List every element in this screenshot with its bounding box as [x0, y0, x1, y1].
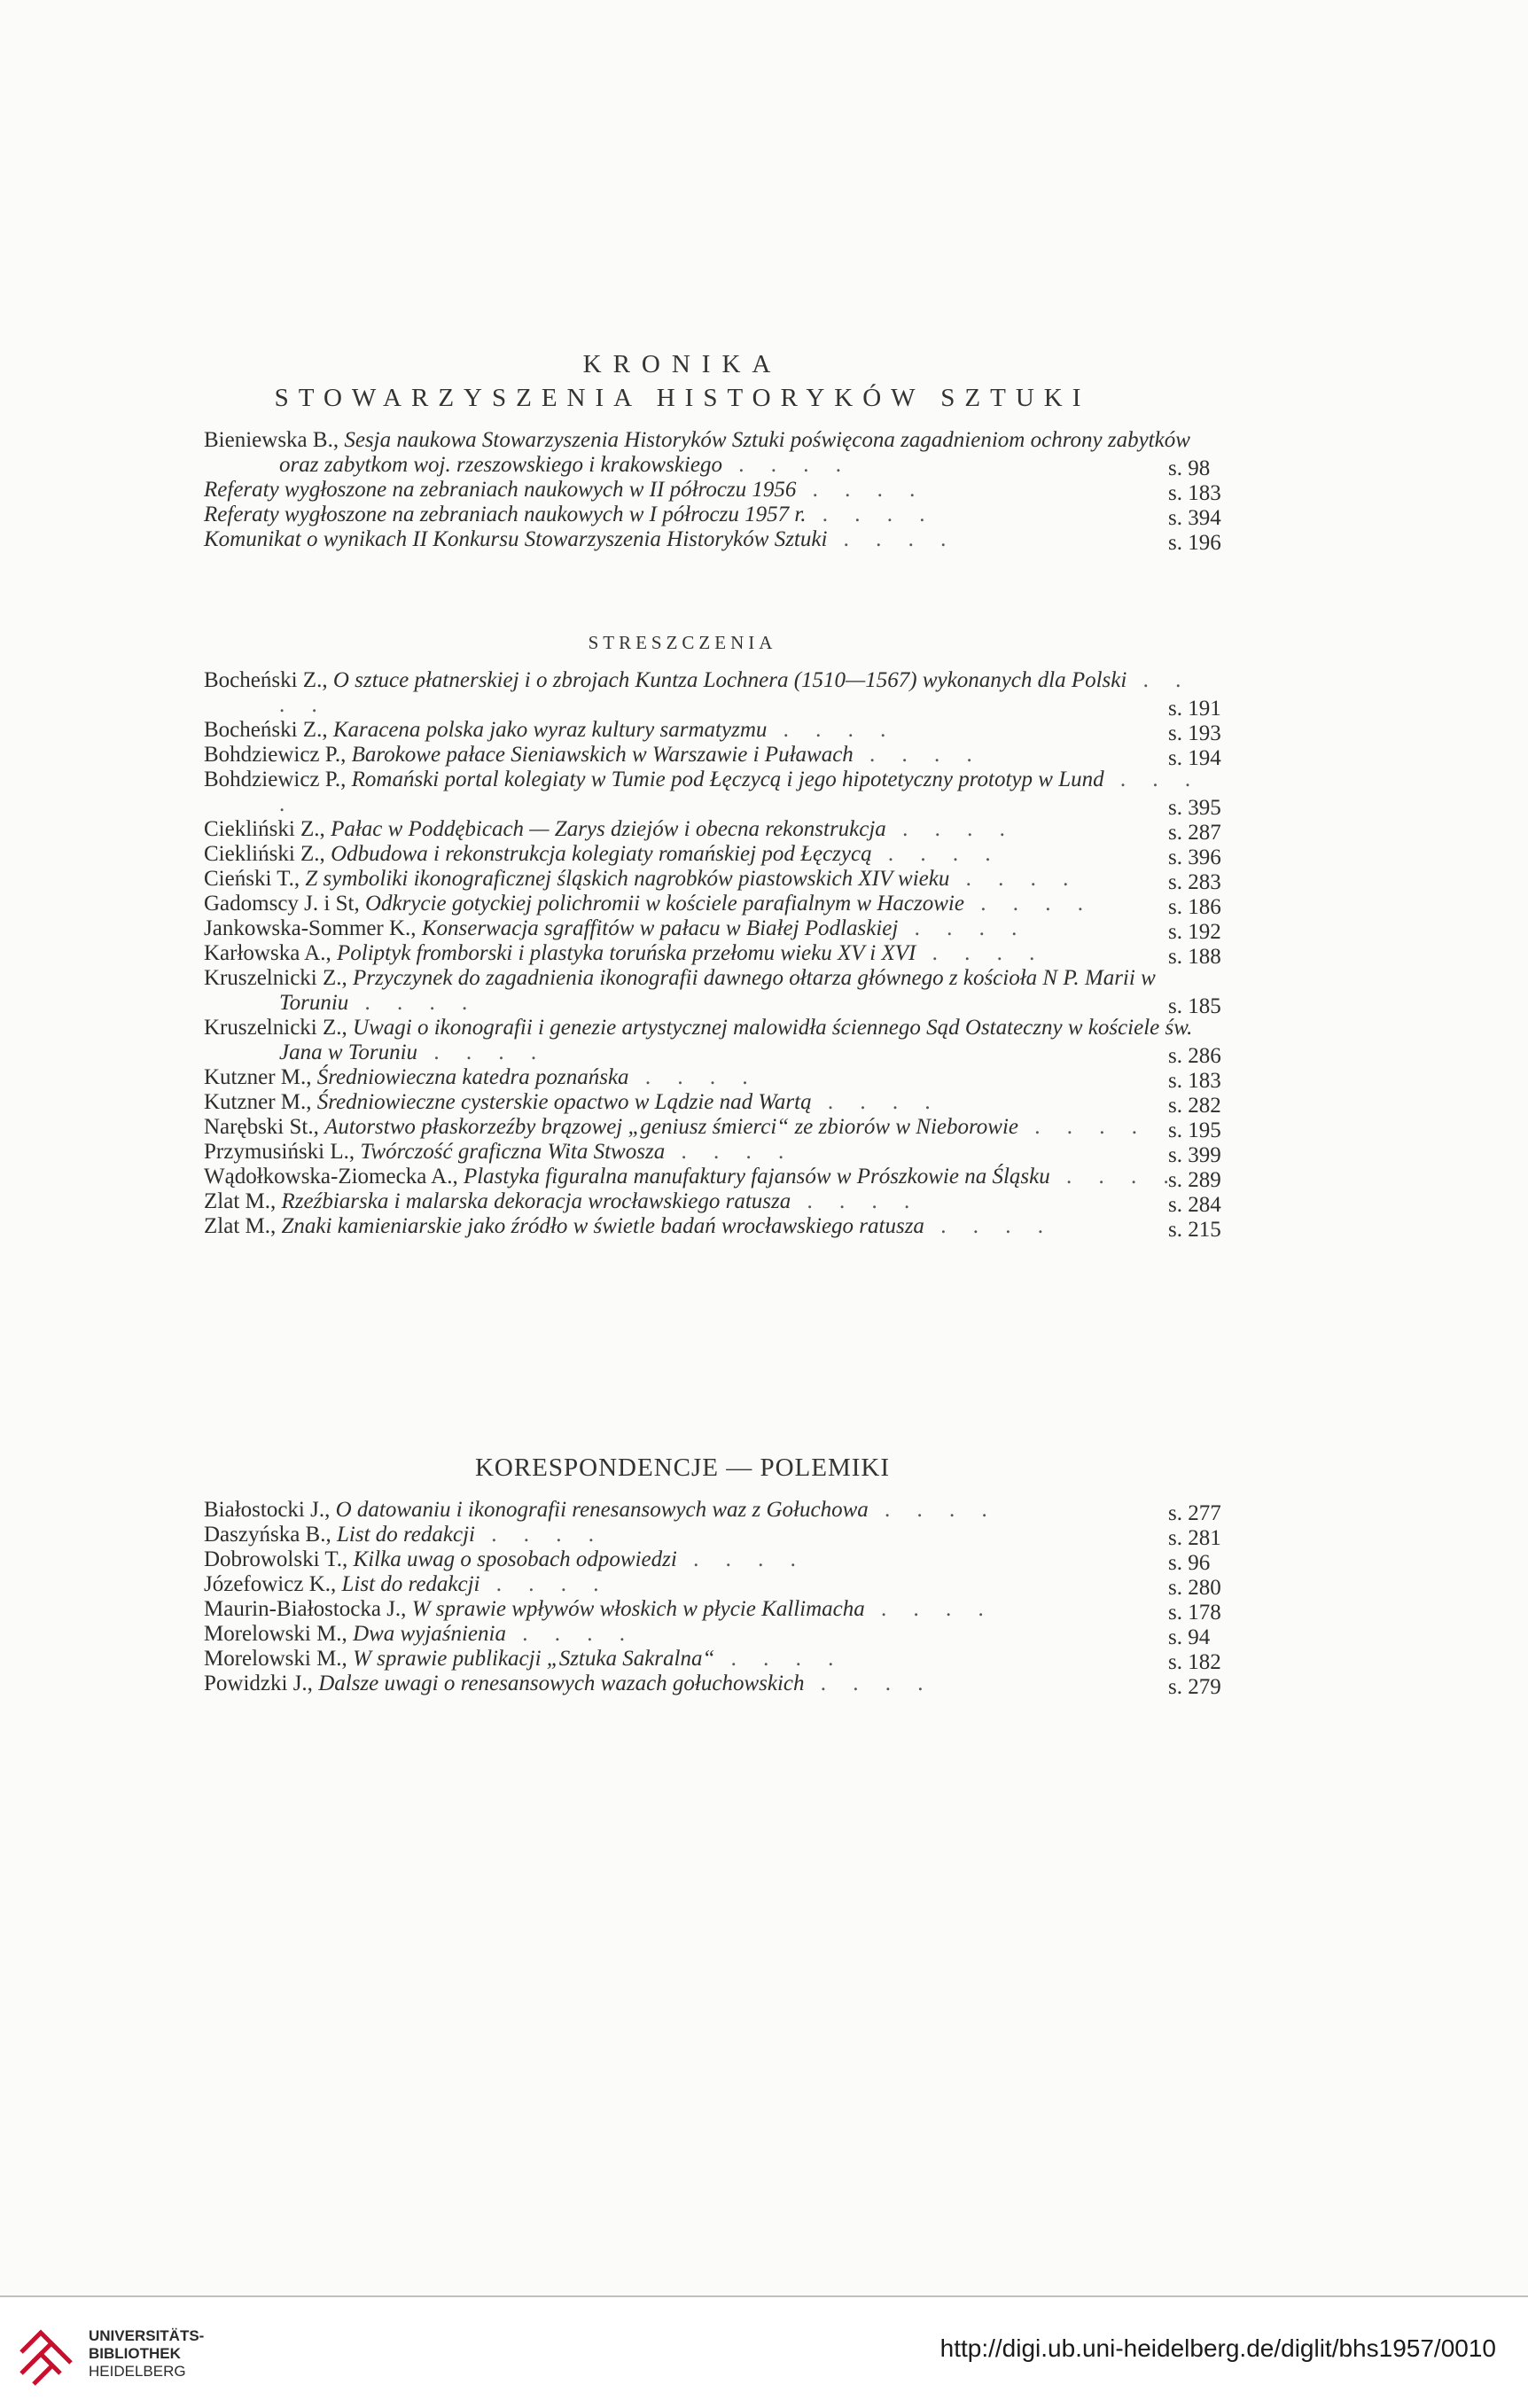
toc-entry-text — [204, 1523, 1219, 1547]
leader-dots: . . . . — [767, 718, 897, 742]
toc-entry — [204, 743, 1250, 768]
entry-author: Kutzner M., — [204, 1090, 312, 1114]
toc-entry-text — [204, 718, 1219, 743]
entry-page-number: s. 191 — [1168, 697, 1221, 721]
toc-entry — [204, 941, 1250, 969]
entry-page-number: s. 98 — [1168, 456, 1211, 480]
toc-entry-text — [204, 842, 1219, 867]
entry-author: Gadomscy J. i St, — [204, 892, 360, 916]
entry-page-number: s. 196 — [1168, 531, 1221, 555]
toc-entry — [204, 1065, 1250, 1093]
entry-title: O datowaniu i ikonografii renesansowych waz z Gołuchowa — [335, 1498, 869, 1522]
entry-page-number: s. 178 — [1168, 1601, 1221, 1625]
streszczenia-heading: STRESZCZENIA — [588, 632, 777, 653]
entry-author: Zlat M., — [204, 1189, 277, 1213]
leader-dots: . . . . — [963, 892, 1094, 916]
entry-author: Karłowska A., — [204, 941, 331, 965]
entry-page-number: s. 186 — [1168, 895, 1221, 919]
entry-author: Białostocki J., — [204, 1498, 331, 1522]
toc-entry-text — [204, 1214, 1219, 1239]
entry-title: Poliptyk fromborski i plastyka toruńska przełomu wieku XV i XVI — [336, 941, 916, 965]
toc-entry-text — [204, 1016, 1219, 1065]
entry-author: Jankowska-Sommer K., — [204, 916, 417, 940]
entry-author: Dobrowolski T., — [204, 1547, 348, 1571]
entry-title: Konserwacja sgraffitów w pałacu w Białej Podlaskiej — [421, 916, 899, 940]
leader-dots: . . . . — [791, 1189, 921, 1213]
leader-dots: . . . . — [721, 453, 852, 477]
toc-entry — [204, 1622, 1250, 1647]
toc-entry — [204, 478, 1250, 503]
toc-entry — [204, 817, 1250, 845]
entry-page-number: s. 396 — [1168, 846, 1221, 869]
toc-entry-text — [204, 916, 1219, 941]
entry-title: Odkrycie gotyckiej polichromii w kościele parafialnym w Haczowie — [364, 892, 964, 916]
toc-entry-text — [204, 941, 1219, 966]
entry-title: Karacena polska jako wyraz kultury sarmatyzmu — [332, 718, 768, 742]
entry-author: Ciekliński Z., — [204, 842, 325, 866]
source-url-link[interactable]: http://digi.ub.uni-heidelberg.de/diglit/bhs1957/0010 — [939, 2334, 1496, 2362]
entry-title: Przyczynek do zagadnienia ikonografii dawnego ołtarza głównego z kościoła N P. Marii w Toruniu — [279, 966, 1156, 1015]
entry-page-number: s. 286 — [1168, 1044, 1221, 1068]
toc-entry — [204, 1523, 1250, 1550]
leader-dots: . . . . — [628, 1065, 759, 1089]
leader-dots: . . . . — [916, 941, 1046, 965]
entry-page-number: s. 188 — [1168, 945, 1221, 969]
toc-entry-text — [204, 503, 1219, 527]
leader-dots: . . . . — [348, 991, 479, 1015]
entry-author: Maurin-Białostocka J., — [204, 1597, 407, 1621]
entry-page-number: s. 277 — [1168, 1501, 1221, 1525]
toc-entry — [204, 1498, 1250, 1523]
toc-entry-text — [204, 1647, 1219, 1672]
entry-author: Kutzner M., — [204, 1065, 312, 1089]
leader-dots: . . . . — [885, 817, 1016, 841]
entry-page-number: s. 281 — [1168, 1526, 1221, 1550]
entry-title: Dalsze uwagi o renesansowych wazach gołuchowskich — [318, 1672, 805, 1695]
footer-bar — [0, 2295, 1528, 2408]
leader-dots: . . . . — [417, 1040, 548, 1064]
entry-author: Kruszelnicki Z., — [204, 966, 347, 990]
entry-page-number: s. 395 — [1168, 796, 1221, 820]
toc-entry — [204, 1189, 1250, 1217]
entry-title: Komunikat o wynikach II Konkursu Stowarzyszenia Historyków Sztuki — [204, 527, 828, 551]
entry-author: Bohdziewicz P., — [204, 768, 347, 791]
entry-page-number: s. 193 — [1168, 721, 1221, 745]
entry-author: Morelowski M., — [204, 1647, 347, 1671]
entry-page-number: s. 284 — [1168, 1193, 1221, 1217]
toc-entry-text — [204, 743, 1219, 768]
toc-entry-text — [204, 1090, 1219, 1115]
logo-line-3: HEIDELBERG — [89, 2363, 186, 2380]
toc-entry — [204, 718, 1250, 743]
toc-entry-text — [204, 966, 1219, 1016]
entry-author: Bocheński Z., — [204, 718, 328, 742]
entry-page-number: s. 185 — [1168, 994, 1221, 1018]
entry-author: Narębski St., — [204, 1115, 319, 1139]
toc-entry-text — [204, 817, 1219, 842]
leader-dots: . . . . — [279, 768, 1202, 816]
toc-entry-text — [204, 1065, 1219, 1090]
entry-page-number: s. 394 — [1168, 506, 1221, 530]
entry-title: Referaty wygłoszone na zebraniach naukowych w I półroczu 1957 r. — [204, 503, 807, 526]
entry-author: Józefowicz K., — [204, 1572, 337, 1596]
entry-title: List do redakcji — [336, 1523, 475, 1547]
entry-title: Średniowieczna katedra poznańska — [316, 1065, 629, 1089]
toc-entry — [204, 966, 1250, 1016]
entry-title: Odbudowa i rekonstrukcja kolegiaty romańskiej pod Łęczycą — [331, 842, 872, 866]
toc-entry — [204, 1165, 1250, 1192]
entry-page-number: s. 283 — [1168, 870, 1221, 894]
leader-dots: . . . . — [279, 668, 1192, 717]
leader-dots: . . . . — [796, 478, 926, 502]
entry-author: Daszyńska B., — [204, 1523, 331, 1547]
toc-entry-text — [204, 1572, 1219, 1597]
library-logo-icon[interactable] — [14, 2317, 78, 2389]
leader-dots: . . . . — [1049, 1165, 1180, 1188]
entry-page-number: s. 182 — [1168, 1650, 1221, 1674]
toc-entry-text — [204, 1189, 1219, 1214]
entry-page-number: s. 192 — [1168, 920, 1221, 944]
entry-author: Cieński T., — [204, 867, 300, 891]
entry-author: Bieniewska B., — [204, 428, 339, 452]
kronika-subtitle: STOWARZYSZENIA HISTORYKÓW SZTUKI — [274, 384, 1091, 412]
toc-entry — [204, 916, 1250, 944]
entry-author: Ciekliński Z., — [204, 817, 325, 841]
logo-line-1: UNIVERSITÄTS- — [89, 2327, 205, 2344]
entry-page-number: s. 280 — [1168, 1576, 1221, 1600]
entry-title: Romański portal kolegiaty w Tumie pod Łęczycą i jego hipotetyczny prototyp w Lund — [351, 768, 1104, 791]
toc-entry — [204, 1016, 1250, 1068]
entry-author: Bohdziewicz P., — [204, 743, 347, 767]
leader-dots: . . . . — [949, 867, 1080, 891]
toc-entry — [204, 1090, 1250, 1118]
toc-entry — [204, 867, 1250, 892]
entry-page-number: s. 195 — [1168, 1118, 1221, 1142]
leader-dots: . . . . — [827, 527, 957, 551]
toc-entry — [204, 1597, 1250, 1625]
leader-dots: . . . . — [864, 1597, 994, 1621]
entry-title: Twórczość graficzna Wita Stwosza — [360, 1140, 666, 1164]
kronika-list — [204, 428, 1250, 555]
entry-title: Średniowieczne cysterskie opactwo w Lądzie nad Wartą — [316, 1090, 812, 1114]
entry-title: List do redakcji — [341, 1572, 480, 1596]
entry-author: Zlat M., — [204, 1214, 277, 1238]
leader-dots: . . . . — [1018, 1115, 1149, 1139]
leader-dots: . . . . — [898, 916, 1028, 940]
entry-title: Uwagi o ikonografii i genezie artystycznej malowidła ściennego Sąd Ostateczny w kościele św. Jana w Toruniu — [279, 1016, 1193, 1064]
entry-page-number: s. 194 — [1168, 746, 1221, 770]
leader-dots: . . . . — [924, 1214, 1054, 1238]
entry-title: W sprawie wpływów włoskich w płycie Kallimacha — [411, 1597, 865, 1621]
entry-title: Sesja naukowa Stowarzyszenia Historyków Sztuki poświęcona zagadnieniom ochrony zabytków oraz zabytkom woj. rzeszowskiego i krakowskiego — [279, 428, 1190, 477]
toc-entry — [204, 503, 1250, 530]
toc-entry-text — [204, 1115, 1219, 1140]
library-logo-text — [89, 2327, 204, 2381]
entry-page-number: s. 287 — [1168, 821, 1221, 845]
leader-dots: . . . . — [853, 743, 983, 767]
entry-page-number: s. 183 — [1168, 1069, 1221, 1093]
entry-author: Morelowski M., — [204, 1622, 347, 1646]
entry-page-number: s. 96 — [1168, 1551, 1211, 1575]
leader-dots: . . . . — [676, 1547, 807, 1571]
toc-entry-text — [204, 668, 1219, 718]
toc-entry — [204, 1547, 1250, 1575]
leader-dots: . . . . — [714, 1647, 845, 1671]
entry-page-number: s. 94 — [1168, 1625, 1211, 1649]
toc-entry-text — [204, 1140, 1219, 1165]
toc-entry-text — [204, 1547, 1219, 1572]
toc-entry-text — [204, 1165, 1219, 1189]
korespondencje-list — [204, 1498, 1250, 1699]
entry-page-number: s. 279 — [1168, 1675, 1221, 1699]
toc-entry-text — [204, 428, 1219, 478]
leader-dots: . . . . — [479, 1572, 610, 1596]
entry-title: Referaty wygłoszone na zebraniach naukowych w II półroczu 1956 — [204, 478, 797, 502]
toc-entry — [204, 842, 1250, 867]
entry-page-number: s. 399 — [1168, 1143, 1221, 1167]
toc-entry — [204, 1115, 1250, 1140]
entry-author: Wądołkowska-Ziomecka A., — [204, 1165, 458, 1188]
logo-line-2: BIBLIOTHEK — [89, 2345, 181, 2362]
entry-title: Barokowe pałace Sieniawskich w Warszawie i Puławach — [351, 743, 854, 767]
leader-dots: . . . . — [806, 503, 936, 526]
toc-entry — [204, 527, 1250, 555]
korespondencje-heading: KORESPONDENCJE — POLEMIKI — [474, 1453, 891, 1482]
entry-title: Kilka uwag o sposobach odpowiedzi — [353, 1547, 677, 1571]
entry-page-number: s. 215 — [1168, 1218, 1221, 1242]
leader-dots: . . . . — [868, 1498, 998, 1522]
entry-page-number: s. 289 — [1168, 1168, 1221, 1192]
toc-entry-text — [204, 527, 1219, 552]
toc-entry — [204, 1647, 1250, 1672]
toc-entry — [204, 892, 1250, 919]
toc-entry-text — [204, 892, 1219, 916]
entry-author: Bocheński Z., — [204, 668, 328, 692]
entry-page-number: s. 282 — [1168, 1094, 1221, 1118]
leader-dots: . . . . — [505, 1622, 635, 1646]
toc-entry — [204, 668, 1250, 721]
kronika-title: KRONIKA — [582, 350, 783, 378]
leader-dots: . . . . — [665, 1140, 795, 1164]
entry-author: Powidzki J., — [204, 1672, 313, 1695]
entry-title: Pałac w Poddębicach — Zarys dziejów i obecna rekonstrukcja — [331, 817, 886, 841]
leader-dots: . . . . — [871, 842, 1002, 866]
entry-author: Kruszelnicki Z., — [204, 1016, 347, 1040]
entry-title: Dwa wyjaśnienia — [353, 1622, 506, 1646]
toc-entry-text — [204, 1597, 1219, 1622]
streszczenia-list — [204, 668, 1250, 1242]
toc-entry-text — [204, 1672, 1219, 1696]
entry-title: W sprawie publikacji „Sztuka Sakralna“ — [353, 1647, 715, 1671]
toc-entry — [204, 1672, 1250, 1699]
leader-dots: . . . . — [804, 1672, 934, 1695]
toc-entry-text — [204, 768, 1219, 817]
entry-title: Plastyka figuralna manufaktury fajansów w Prószkowie na Śląsku — [463, 1165, 1050, 1188]
entry-title: Z symboliki ikonograficznej śląskich nagrobków piastowskich XIV wieku — [305, 867, 950, 891]
entry-title: O sztuce płatnerskiej i o zbrojach Kuntza Lochnera (1510—1567) wykonanych dla Polski — [332, 668, 1127, 692]
entry-author: Przymusiński L., — [204, 1140, 355, 1164]
entry-title: Znaki kamieniarskie jako źródło w świetle badań wrocławskiego ratusza — [281, 1214, 924, 1238]
toc-entry — [204, 1140, 1250, 1165]
entry-title: Rzeźbiarska i malarska dekoracja wrocławskiego ratusza — [281, 1189, 791, 1213]
leader-dots: . . . . — [811, 1090, 941, 1114]
toc-entry — [204, 1572, 1250, 1600]
toc-entry-text — [204, 867, 1219, 892]
toc-entry — [204, 768, 1250, 820]
toc-entry-text — [204, 1498, 1219, 1523]
entry-title: Autorstwo płaskorzeźby brązowej „geniusz śmierci“ ze zbiorów w Nieborowie — [324, 1115, 1019, 1139]
toc-entry — [204, 1214, 1250, 1242]
leader-dots: . . . . — [475, 1523, 604, 1547]
toc-entry-text — [204, 1622, 1219, 1647]
toc-entry — [204, 428, 1250, 478]
entry-page-number: s. 183 — [1168, 481, 1221, 505]
toc-entry-text — [204, 478, 1219, 503]
